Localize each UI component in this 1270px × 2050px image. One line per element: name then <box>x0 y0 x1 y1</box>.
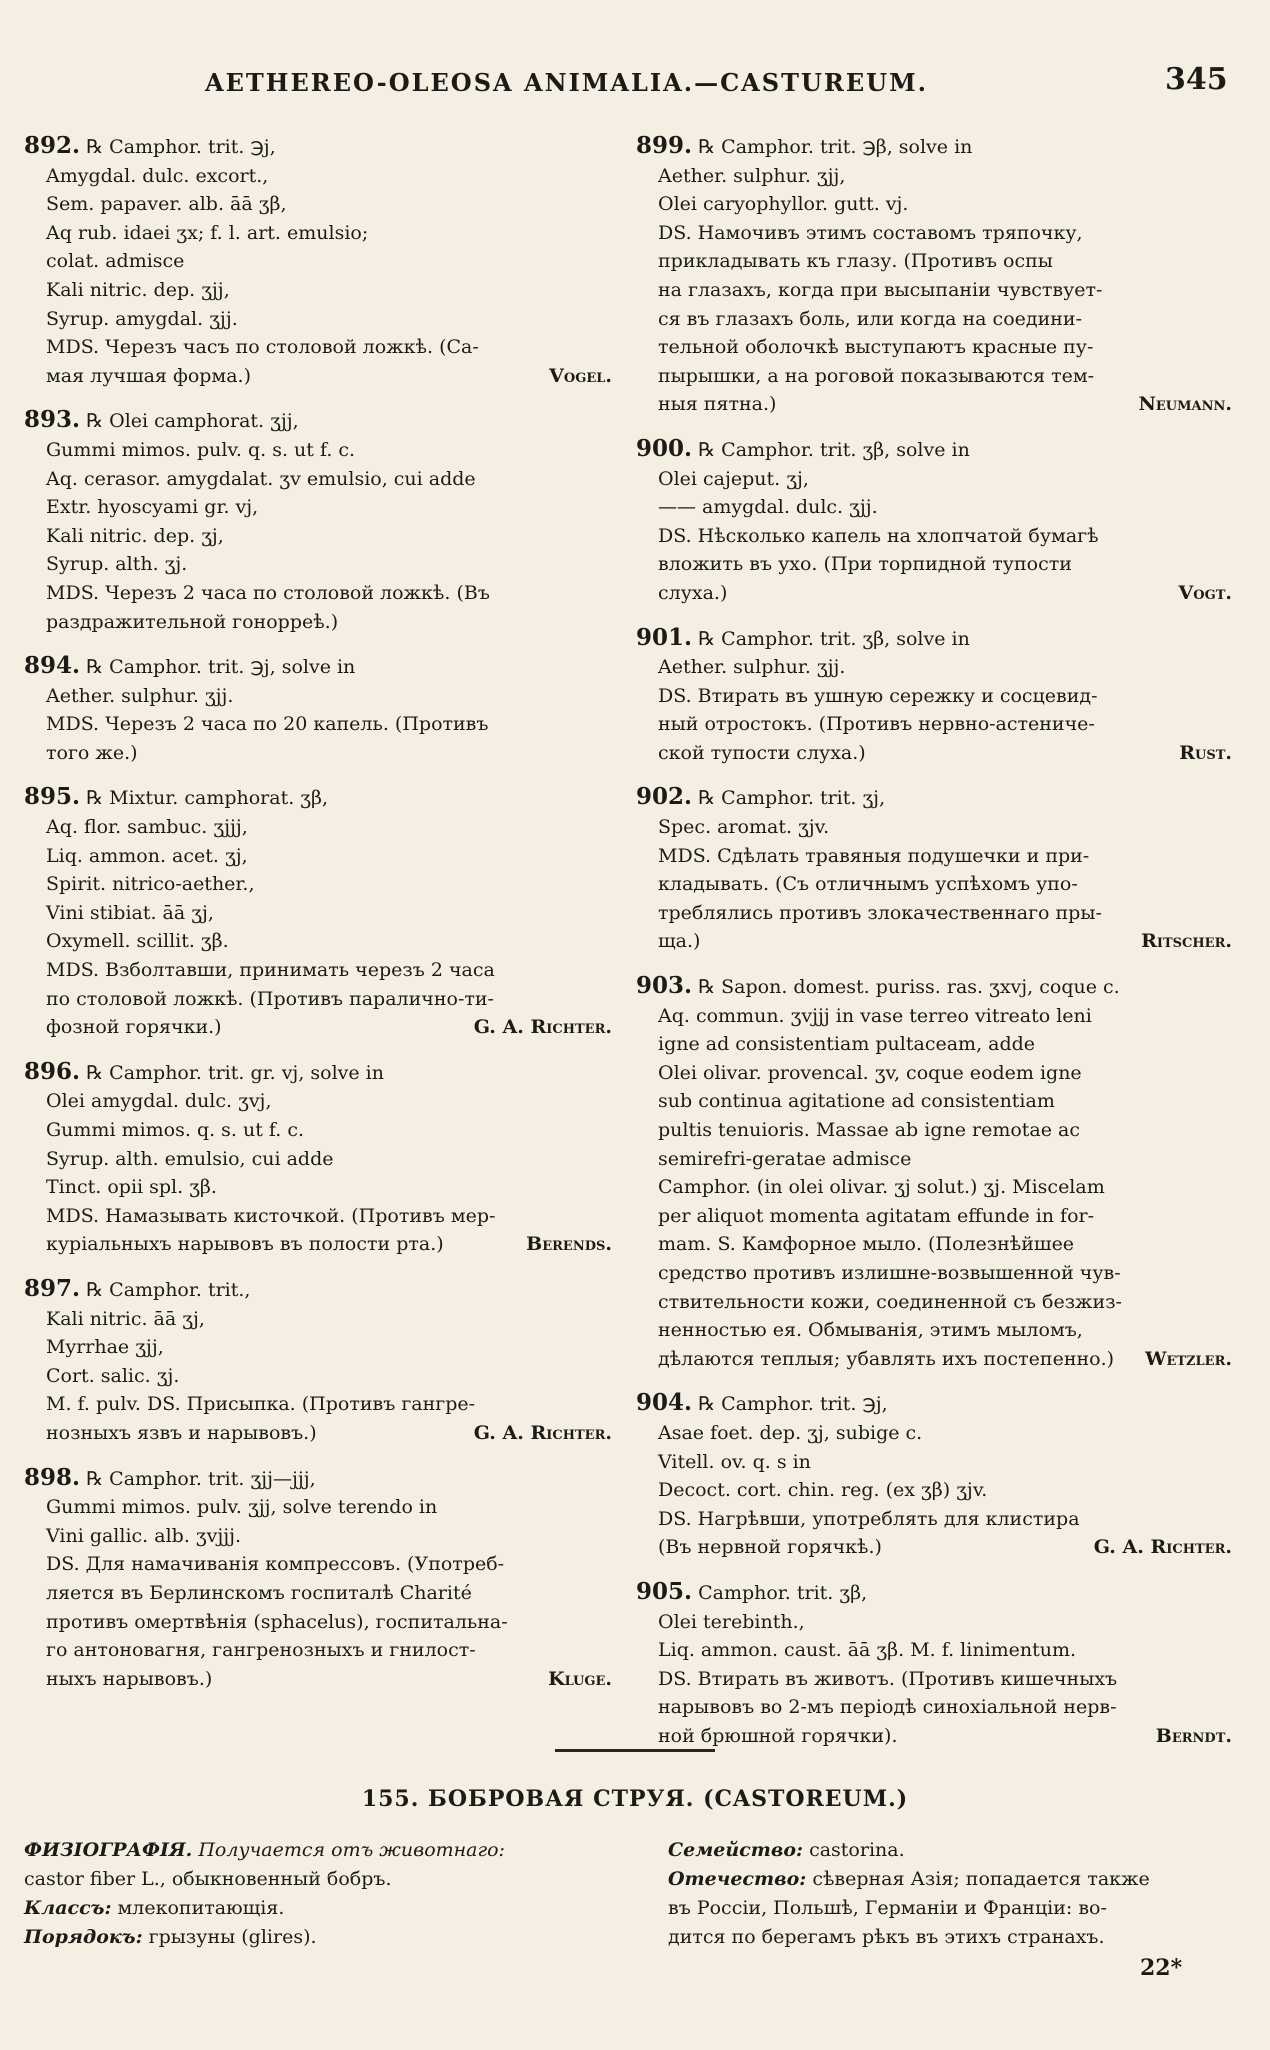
recipe-line <box>24 1145 624 1174</box>
recipe-text: ℞ Olei camphorat. ʒjj, <box>86 410 299 433</box>
recipe-text: DS. Нагрѣвши, употреблять для клистира <box>658 1507 1080 1530</box>
recipe-text: Spirit. nitrico-aether., <box>46 873 255 896</box>
recipe-text: ствительности кожи, соединенной съ безжиз- <box>658 1290 1122 1313</box>
recipe-text: Kali nitric. dep. ʒj, <box>46 524 224 547</box>
left-column <box>24 132 624 1709</box>
signature-mark: 22* <box>1140 1955 1183 1981</box>
recipe-text: DS. Для намачиванія компрессовъ. (Употреб- <box>46 1553 505 1576</box>
recipe-line <box>24 1305 624 1334</box>
recipe-number: 899. <box>636 132 693 159</box>
recipe-line <box>636 783 1244 813</box>
recipe-text: Syrup. alth. ʒj. <box>46 553 188 576</box>
recipe-text: прикладывать къ глазу. (Противъ оспы <box>658 250 1053 273</box>
recipe-line <box>24 247 624 276</box>
recipe-line <box>636 1448 1244 1477</box>
recipe-author: G. A. Richter. <box>473 1421 612 1444</box>
physiography-text: Получается отъ животнаго: <box>198 1839 505 1861</box>
recipe-line <box>24 1116 624 1145</box>
recipe-block <box>24 1275 624 1448</box>
recipe-text: MDS. Черезъ 2 часа по 20 капель. (Противъ <box>46 713 489 736</box>
recipe-line <box>636 1476 1244 1505</box>
recipe-text: ненностью ея. Обмыванія, этимъ мыломъ, <box>658 1319 1083 1342</box>
recipe-number: 896. <box>24 1057 81 1085</box>
recipe-text: нарывовъ во 2-мъ періодѣ синохіальной нерв- <box>658 1696 1117 1719</box>
recipe-line <box>636 493 1244 522</box>
recipe-line <box>636 1087 1244 1116</box>
recipe-text: semirefri-geratae admisce <box>658 1147 912 1170</box>
recipe-text: Aq rub. idaei ʒx; f. l. art. emulsio; <box>46 221 369 244</box>
recipe-line <box>636 1002 1244 1031</box>
recipe-line <box>24 1493 624 1522</box>
recipe-text: Kali nitric. dep. ʒjj, <box>46 278 230 301</box>
recipe-line <box>636 1316 1244 1345</box>
recipe-line <box>636 1059 1244 1088</box>
recipe-number: 897. <box>24 1274 81 1302</box>
recipe-author: Neumann. <box>1138 393 1232 416</box>
class-value: млекопитающія. <box>117 1897 285 1919</box>
recipe-line <box>636 1693 1244 1722</box>
recipe-author: Ritscher. <box>1141 930 1232 953</box>
recipe-line <box>24 190 624 219</box>
recipe-line <box>636 1419 1244 1448</box>
running-title: AETHEREO-OLEOSA ANIMALIA.—CASTUREUM. <box>205 68 928 97</box>
recipe-text: ℞ Camphor. trit. gr. vj, solve in <box>86 1061 384 1084</box>
recipe-line <box>636 1578 1244 1608</box>
recipe-line <box>636 899 1244 928</box>
recipe-text: mam. S. Камфорное мыло. (Полезнѣйшее <box>658 1233 1075 1256</box>
recipe-text: Syrup. amygdal. ʒjj. <box>46 307 238 330</box>
recipe-line <box>24 333 624 362</box>
recipe-text: куріальныхъ нарывовъ въ полости рта.) <box>46 1233 444 1256</box>
recipe-line <box>24 1608 624 1637</box>
physiography-line <box>24 1894 634 1923</box>
recipe-text: Olei amygdal. dulc. ʒvj, <box>46 1090 272 1113</box>
recipe-text: кладывать. (Съ отличнымъ успѣхомъ упо- <box>658 873 1078 896</box>
recipe-line <box>24 956 624 985</box>
recipe-block <box>24 783 624 1041</box>
recipe-text: Aq. flor. sambuc. ʒjjj, <box>46 816 248 839</box>
recipe-text: Syrup. alth. emulsio, cui adde <box>46 1147 334 1170</box>
physiography-line <box>24 1923 634 1952</box>
recipe-line <box>24 493 624 522</box>
recipe-text: Aether. sulphur. ʒjj. <box>46 684 234 707</box>
recipe-text: per aliquot momenta agitatam effunde in for- <box>658 1204 1095 1227</box>
recipe-line <box>24 813 624 842</box>
recipe-line <box>24 1362 624 1391</box>
recipe-text: Olei caryophyllor. gutt. vj. <box>658 193 909 216</box>
recipe-line <box>24 1522 624 1551</box>
recipe-author: G. A. Richter. <box>473 1016 612 1039</box>
recipe-line <box>24 927 624 956</box>
recipe-author: Rust. <box>1179 741 1232 764</box>
page-header <box>0 62 1270 102</box>
recipe-text: фозной горячки.) <box>46 1016 222 1039</box>
recipe-line <box>24 652 624 682</box>
recipe-text: Cort. salic. ʒj. <box>46 1364 180 1387</box>
recipe-text: Gummi mimos. pulv. ʒjj, solve terendo in <box>46 1496 438 1519</box>
recipe-line <box>24 1202 624 1231</box>
physiography-left <box>24 1836 634 1952</box>
recipe-text: Camphor. trit. ʒβ, <box>698 1581 868 1604</box>
recipe-text: Olei cajeput. ʒj, <box>658 467 809 490</box>
recipe-text: sub continua agitatione ad consistentiam <box>658 1090 1055 1113</box>
recipe-author: Berndt. <box>1155 1724 1232 1747</box>
physiography-line <box>668 1836 1248 1865</box>
recipe-text: противъ омертвѣнія (sphacelus), госпитальна- <box>46 1610 508 1633</box>
recipe-text: ℞ Camphor. trit., <box>86 1278 251 1301</box>
recipe-text: средство противъ излишне-возвышенной чув- <box>658 1261 1121 1284</box>
recipe-block <box>24 652 624 767</box>
recipe-text: DS. Нѣсколько капель на хлопчатой бумагѣ <box>658 524 1099 547</box>
recipe-text: Liq. ammon. caust. āā ʒβ. M. f. linimentum. <box>658 1639 1077 1662</box>
recipe-number: 903. <box>636 972 693 1000</box>
recipe-text: вложить въ ухо. (При торпидной тупости <box>658 553 1072 576</box>
recipe-line <box>24 739 624 768</box>
recipe-text: ℞ Mixtur. camphorat. ʒβ, <box>86 787 329 810</box>
recipe-block <box>636 1578 1244 1751</box>
recipe-text: Decoct. cort. chin. reg. (ex ʒβ) ʒjv. <box>658 1479 988 1502</box>
recipe-text: ныя пятна.) <box>658 393 777 416</box>
recipe-line <box>24 1579 624 1608</box>
recipe-line <box>636 1202 1244 1231</box>
recipe-text: MDS. Черезъ часъ по столовой ложкѣ. (Са- <box>46 336 479 359</box>
recipe-line <box>24 783 624 813</box>
recipe-text: ща.) <box>658 930 701 953</box>
recipe-number: 898. <box>24 1463 81 1491</box>
recipe-number: 894. <box>24 652 81 680</box>
recipe-author: Wetzler. <box>1145 1347 1232 1370</box>
recipe-line <box>636 653 1244 682</box>
recipe-number: 905. <box>636 1577 693 1605</box>
recipe-text: MDS. Сдѣлать травяныя подушечки и при- <box>658 844 1090 867</box>
recipe-line <box>24 219 624 248</box>
recipe-text: colat. admisce <box>46 250 185 273</box>
recipe-line <box>24 162 624 191</box>
recipe-line <box>636 1116 1244 1145</box>
recipe-text: ℞ Sapon. domest. puriss. ras. ʒxvj, coque c. <box>698 976 1120 999</box>
recipe-text: Amygdal. dulc. excort., <box>46 164 269 187</box>
recipe-text: ℞ Camphor. trit. ʒβ, solve in <box>698 438 970 461</box>
recipe-line <box>24 1058 624 1088</box>
recipe-line <box>636 132 1244 162</box>
recipe-line <box>636 333 1244 362</box>
recipe-text: Tinct. opii spl. ʒβ. <box>46 1176 217 1199</box>
recipe-line <box>636 842 1244 871</box>
recipe-line <box>24 550 624 579</box>
recipe-text: ℞ Camphor. trit. ʒj, <box>698 787 886 810</box>
recipe-line <box>24 579 624 608</box>
recipe-text: ныхъ нарывовъ.) <box>46 1667 213 1690</box>
recipe-text: Camphor. (in olei olivar. ʒj solut.) ʒj. Miscelam <box>658 1176 1105 1199</box>
recipe-line <box>636 682 1244 711</box>
recipe-line <box>636 1173 1244 1202</box>
recipe-line <box>636 1145 1244 1174</box>
recipe-block <box>24 406 624 636</box>
recipe-text: Aether. sulphur. ʒjj, <box>658 164 846 187</box>
recipe-text: ляется въ Берлинскомъ госпиталѣ Charité <box>46 1581 472 1604</box>
recipe-number: 895. <box>24 783 81 811</box>
physiography-line <box>668 1865 1248 1894</box>
recipe-line <box>24 985 624 1014</box>
physiography-line: дится по берегамъ рѣкъ въ этихъ странахъ. <box>668 1926 1105 1948</box>
recipe-text: ℞ Camphor. trit. ℈β, solve in <box>698 136 973 158</box>
recipe-text: Aq. commun. ʒvjjj in vase terreo vitreato leni <box>658 1004 1092 1027</box>
recipe-line <box>24 1173 624 1202</box>
recipe-line <box>636 1030 1244 1059</box>
recipe-line <box>636 1389 1244 1419</box>
recipe-line <box>636 870 1244 899</box>
recipe-text: пырышки, а на роговой показываются тем- <box>658 364 1095 387</box>
recipe-number: 904. <box>636 1389 693 1417</box>
recipe-line <box>24 842 624 871</box>
recipe-line <box>24 305 624 334</box>
recipe-line <box>24 870 624 899</box>
physiography-line <box>24 1836 634 1865</box>
recipe-line <box>636 813 1244 842</box>
order-label: Порядокъ: <box>24 1926 143 1948</box>
recipe-line <box>636 972 1244 1002</box>
recipe-number: 902. <box>636 783 693 811</box>
recipe-line <box>636 162 1244 191</box>
recipe-text: ℞ Camphor. trit. ℈j, <box>698 1393 888 1416</box>
recipe-text: мая лучшая форма.) <box>46 364 251 387</box>
recipe-text: ℞ Camphor. trit. ʒβ, solve in <box>698 627 970 650</box>
recipe-line <box>24 132 624 162</box>
recipe-block <box>636 624 1244 768</box>
recipe-number: 892. <box>24 132 81 159</box>
recipe-line <box>636 624 1244 654</box>
recipe-author: Vogel. <box>549 364 612 387</box>
recipe-text: Extr. hyoscyami gr. vj, <box>46 496 259 519</box>
recipe-text: Vini gallic. alb. ʒvjjj. <box>46 1524 242 1547</box>
recipe-line <box>636 305 1244 334</box>
order-value: грызуны (glires). <box>148 1926 317 1948</box>
recipe-text: слуха.) <box>658 581 728 604</box>
recipe-line <box>636 550 1244 579</box>
recipe-line <box>24 608 624 637</box>
recipe-text: дѣлаются теплыя; убавлять ихъ постепенно.) <box>658 1347 1115 1370</box>
recipe-line <box>24 406 624 436</box>
recipe-line <box>24 465 624 494</box>
recipe-line <box>24 522 624 551</box>
recipe-text: Liq. ammon. acet. ʒj, <box>46 844 248 867</box>
recipe-text: Spec. aromat. ʒjv. <box>658 816 830 839</box>
recipe-text: треблялись противъ злокачественнаго пры- <box>658 901 1102 924</box>
recipe-block <box>24 1058 624 1259</box>
recipe-text: DS. Втирать въ ушную сережку и сосцевид- <box>658 684 1098 707</box>
recipe-block <box>636 783 1244 956</box>
homeland-value: сѣверная Азія; попадается также <box>812 1868 1150 1890</box>
recipe-text: нозныхъ язвъ и нарывовъ.) <box>46 1421 317 1444</box>
family-label: Семейство: <box>668 1839 804 1861</box>
recipe-number: 900. <box>636 434 693 462</box>
recipe-line <box>24 682 624 711</box>
recipe-line <box>636 1259 1244 1288</box>
recipe-line <box>636 710 1244 739</box>
recipe-line <box>636 276 1244 305</box>
recipe-block <box>636 435 1244 608</box>
recipe-text: (Въ нервной горячкѣ.) <box>658 1536 882 1559</box>
recipe-text: Vini stibiat. āā ʒj, <box>46 901 214 924</box>
recipe-line <box>636 465 1244 494</box>
recipe-text: Asae foet. dep. ʒj, subige c. <box>658 1421 923 1444</box>
recipe-text: pultis tenuioris. Massae ab igne remotae ac <box>658 1119 1081 1141</box>
recipe-line <box>636 1230 1244 1259</box>
recipe-block <box>636 1389 1244 1562</box>
recipe-line <box>24 899 624 928</box>
recipe-text: Kali nitric. āā ʒj, <box>46 1307 205 1330</box>
physiography-label: ФИЗІОГРАФІЯ. <box>24 1839 193 1861</box>
physiography-line: castor fiber L., обыкновенный бобръ. <box>24 1868 392 1890</box>
recipe-line <box>24 436 624 465</box>
recipe-text: DS. Втирать въ животъ. (Противъ кишечныхъ <box>658 1667 1118 1690</box>
recipe-number: 901. <box>636 623 693 651</box>
recipe-line <box>24 1275 624 1305</box>
recipe-text: Aq. cerasor. amygdalat. ʒv emulsio, cui adde <box>46 467 476 490</box>
recipe-text: Sem. papaver. alb. āā ʒβ, <box>46 193 287 216</box>
section-title: 155. БОБРОВАЯ СТРУЯ. (CASTOREUM.) <box>361 1786 909 1812</box>
recipe-text: ной брюшной горячки). <box>658 1724 898 1747</box>
recipe-line <box>636 1636 1244 1665</box>
recipe-text: M. f. pulv. DS. Присыпка. (Противъ гангре- <box>46 1393 476 1416</box>
recipe-line <box>24 1636 624 1665</box>
recipe-line <box>636 190 1244 219</box>
recipe-text: го антоновагня, гангренозныхъ и гнилост- <box>46 1639 476 1662</box>
family-value: castorina. <box>809 1839 905 1861</box>
recipe-line <box>636 1608 1244 1637</box>
recipe-text: Olei olivar. provencal. ʒv, coque eodem igne <box>658 1061 1082 1084</box>
recipe-text: ℞ Camphor. trit. ʒjj—jjj, <box>86 1467 316 1490</box>
homeland-label: Отечество: <box>668 1868 807 1890</box>
recipe-line <box>24 276 624 305</box>
recipe-author: Berends. <box>526 1233 612 1256</box>
recipe-block <box>24 1464 624 1694</box>
recipe-line <box>636 247 1244 276</box>
recipe-text: Vitell. ov. q. s in <box>658 1450 811 1473</box>
recipe-text: igne ad consistentiam pultaceam, adde <box>658 1033 1036 1056</box>
recipe-line <box>636 1505 1244 1534</box>
recipe-block <box>24 132 624 390</box>
recipe-text: Olei terebinth., <box>658 1610 805 1633</box>
recipe-text: раздражительной гонорреѣ.) <box>46 610 339 633</box>
recipe-text: Gummi mimos. pulv. q. s. ut f. c. <box>46 438 356 461</box>
recipe-line <box>24 1087 624 1116</box>
recipe-text: тельной оболочкѣ выступаютъ красные пу- <box>658 336 1094 359</box>
recipe-text: ℞ Camphor. trit. ℈j, solve in <box>86 656 356 679</box>
recipe-text: Oxymell. scillit. ʒβ. <box>46 930 229 953</box>
recipe-line <box>24 1550 624 1579</box>
recipe-line <box>24 1333 624 1362</box>
recipe-author: Vogt. <box>1178 581 1232 604</box>
recipe-line <box>636 435 1244 465</box>
recipe-line <box>636 522 1244 551</box>
recipe-block <box>636 132 1244 419</box>
recipe-text: по столовой ложкѣ. (Противъ паралично-ти- <box>46 987 494 1010</box>
recipe-text: ный отростокъ. (Противъ нервно-астениче- <box>658 713 1095 736</box>
recipe-text: MDS. Намазывать кисточкой. (Противъ мер- <box>46 1204 496 1227</box>
recipe-text: MDS. Черезъ 2 часа по столовой ложкѣ. (Въ <box>46 581 490 604</box>
page-number: 345 <box>1165 62 1228 97</box>
section-divider <box>555 1749 715 1752</box>
physiography-line: въ Россіи, Польшѣ, Германіи и Франціи: во- <box>668 1897 1107 1919</box>
recipe-text: Myrrhae ʒjj, <box>46 1336 164 1359</box>
recipe-line <box>24 710 624 739</box>
recipe-text: MDS. Взболтавши, принимать черезъ 2 часа <box>46 959 495 982</box>
recipe-text: —— amygdal. dulc. ʒjj. <box>658 496 878 519</box>
recipe-text: ской тупости слуха.) <box>658 741 866 764</box>
recipe-text: ℞ Camphor. trit. ℈j, <box>86 136 276 158</box>
recipe-text: ся въ глазахъ боль, или когда на соедини- <box>658 307 1082 330</box>
class-label: Классъ: <box>24 1897 112 1919</box>
recipe-line <box>636 1288 1244 1317</box>
recipe-line <box>636 1665 1244 1694</box>
recipe-line <box>636 362 1244 391</box>
physiography-right <box>668 1836 1248 1952</box>
recipe-line <box>24 1464 624 1494</box>
recipe-text: Gummi mimos. q. s. ut f. c. <box>46 1119 305 1141</box>
recipe-text: на глазахъ, когда при высыпаніи чувствует- <box>658 278 1103 301</box>
recipe-block <box>636 972 1244 1373</box>
recipe-author: Kluge. <box>548 1667 612 1690</box>
recipe-number: 893. <box>24 406 81 434</box>
recipe-text: DS. Намочивъ этимъ составомъ тряпочку, <box>658 221 1083 244</box>
right-column <box>636 132 1244 1766</box>
recipe-author: G. A. Richter. <box>1093 1536 1232 1559</box>
recipe-text: Aether. sulphur. ʒjj. <box>658 656 846 679</box>
recipe-line <box>24 1390 624 1419</box>
recipe-text: того же.) <box>46 741 138 764</box>
recipe-line <box>636 219 1244 248</box>
